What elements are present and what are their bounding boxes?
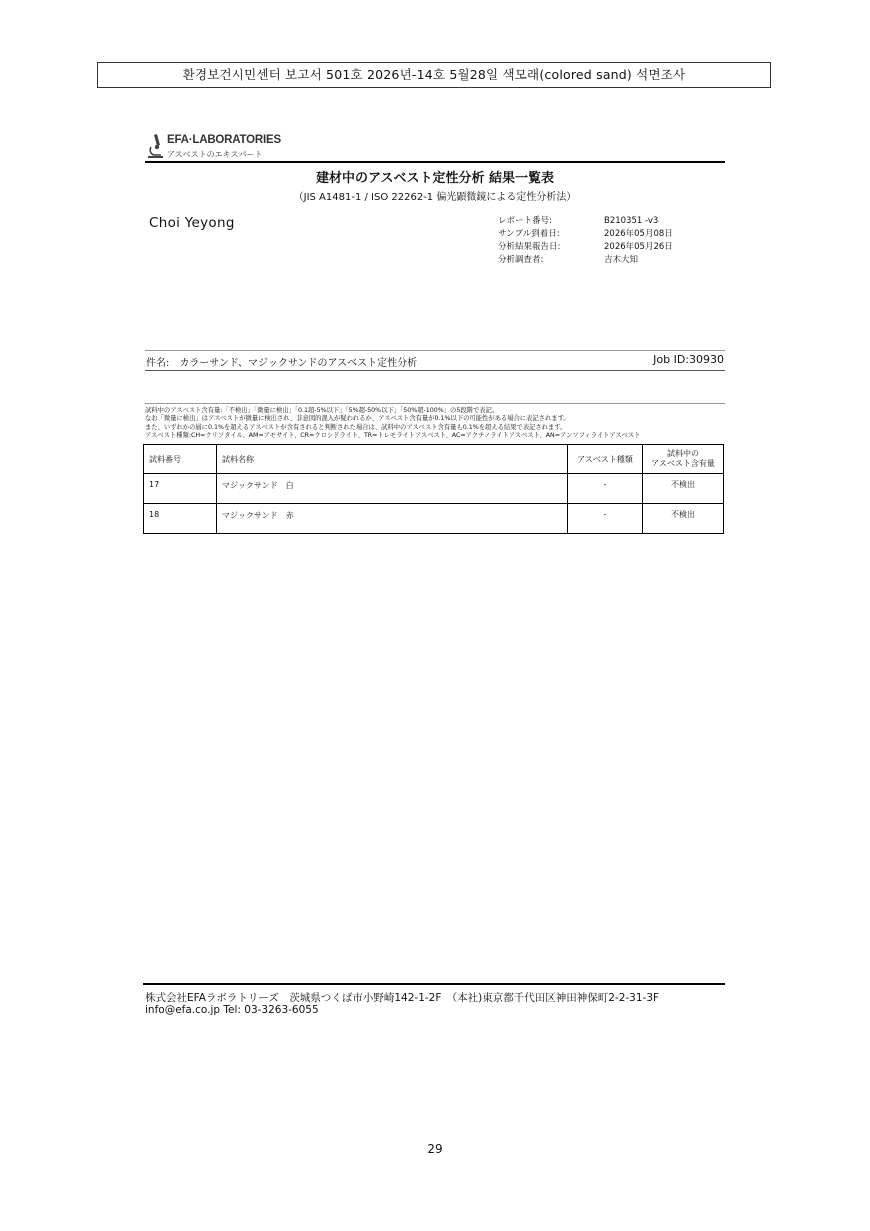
logo-company-name: EFA·LABORATORIES: [167, 134, 281, 146]
meta-label: 分析調査者:: [498, 255, 544, 265]
meta-value: 吉木大知: [604, 255, 639, 265]
report-subject: 件名: カラーサンド、マジックサンドのアスベスト定性分析: [146, 358, 418, 369]
page-number: 29: [427, 1142, 443, 1156]
table-row: [144, 504, 724, 534]
footer-company-address: 株式会社EFAラボラトリーズ 茨城県つくば市小野崎142-1-2F （本社)東京都千代田区神田神保町2-2-31-3F: [145, 992, 660, 1004]
note-line: アスベスト種類:CH=クリソタイル、AM=アモサイト、CR=クロシドライト、TR=トレモライトアスベスト、AC=アクチノライトアスベスト、AN=アンソフィライトアスベスト: [145, 432, 641, 440]
meta-label: レポート番号:: [498, 216, 552, 226]
cell-sample-name: マジックサンド 赤: [217, 504, 568, 534]
table-row: [144, 474, 724, 504]
client-name: Choi Yeyong: [149, 215, 235, 231]
cell-asbestos-type: -: [568, 474, 643, 504]
meta-label: 分析結果報告日:: [498, 242, 561, 252]
report-header-banner: 환경보건시민센터 보고서 501호 2026년-14호 5월28일 색모래(colored sand) 석면조사: [97, 62, 771, 88]
notes-block: [145, 407, 725, 441]
microscope-icon: [145, 133, 167, 161]
table-header-row: [144, 445, 724, 474]
report-title: 建材中のアスベスト定性分析 結果一覧表: [315, 171, 554, 186]
job-id: Job ID:30930: [653, 353, 724, 366]
report-subtitle: （JIS A1481-1 / ISO 22262-1 偏光顕微鏡による定性分析法）: [293, 192, 577, 203]
header-sample-name: 試料名称: [217, 445, 568, 474]
subject-bottom-rule: [145, 370, 725, 371]
cell-asbestos-type: -: [568, 504, 643, 534]
subject-top-rule: [145, 350, 725, 351]
cell-asbestos-content: 不検出: [643, 474, 724, 504]
meta-value: 2026年05月26日: [604, 242, 673, 252]
header-sample-number: 試料番号: [144, 445, 217, 474]
title-top-rule: [145, 161, 725, 163]
logo-tagline: アスベストのエキスパート: [167, 150, 263, 159]
footer-contact: info@efa.co.jp Tel: 03-3263-6055: [145, 1004, 319, 1016]
notes-top-rule: [145, 403, 725, 404]
meta-value: B210351 -v3: [604, 216, 659, 226]
meta-value: 2026年05月08日: [604, 229, 673, 239]
header-content-line1: 試料中の: [667, 449, 699, 458]
results-table: [143, 444, 724, 534]
cell-asbestos-content: 不検出: [643, 504, 724, 534]
footer-top-rule: [143, 983, 725, 985]
cell-sample-name: マジックサンド 白: [217, 474, 568, 504]
note-line: 試料中のアスベスト含有量:「不検出」「微量に検出」「0.1超-5%以下」「5%超-50%以下」「50%超-100%」の5段階で表記。: [145, 407, 499, 414]
header-content-line2: アスベスト含有量: [651, 459, 715, 468]
cell-sample-number: 17: [144, 474, 217, 504]
meta-label: サンプル到着日:: [498, 229, 560, 239]
note-line: なお「微量に検出」はアスベストが微量に検出され、非意図的混入が疑われるか、アスベスト含有量が0.1%以下の可能性がある場合に表記されます。: [145, 415, 570, 423]
cell-sample-number: 18: [144, 504, 217, 534]
header-asbestos-type: アスベスト種類: [568, 445, 643, 474]
header-asbestos-content: [643, 445, 724, 474]
note-line: また、いずれかの層に0.1%を超えるアスベストが含有されると判断された場合は、試料中のアスベスト含有量も0.1%を超える結果で表記されます。: [145, 423, 567, 431]
